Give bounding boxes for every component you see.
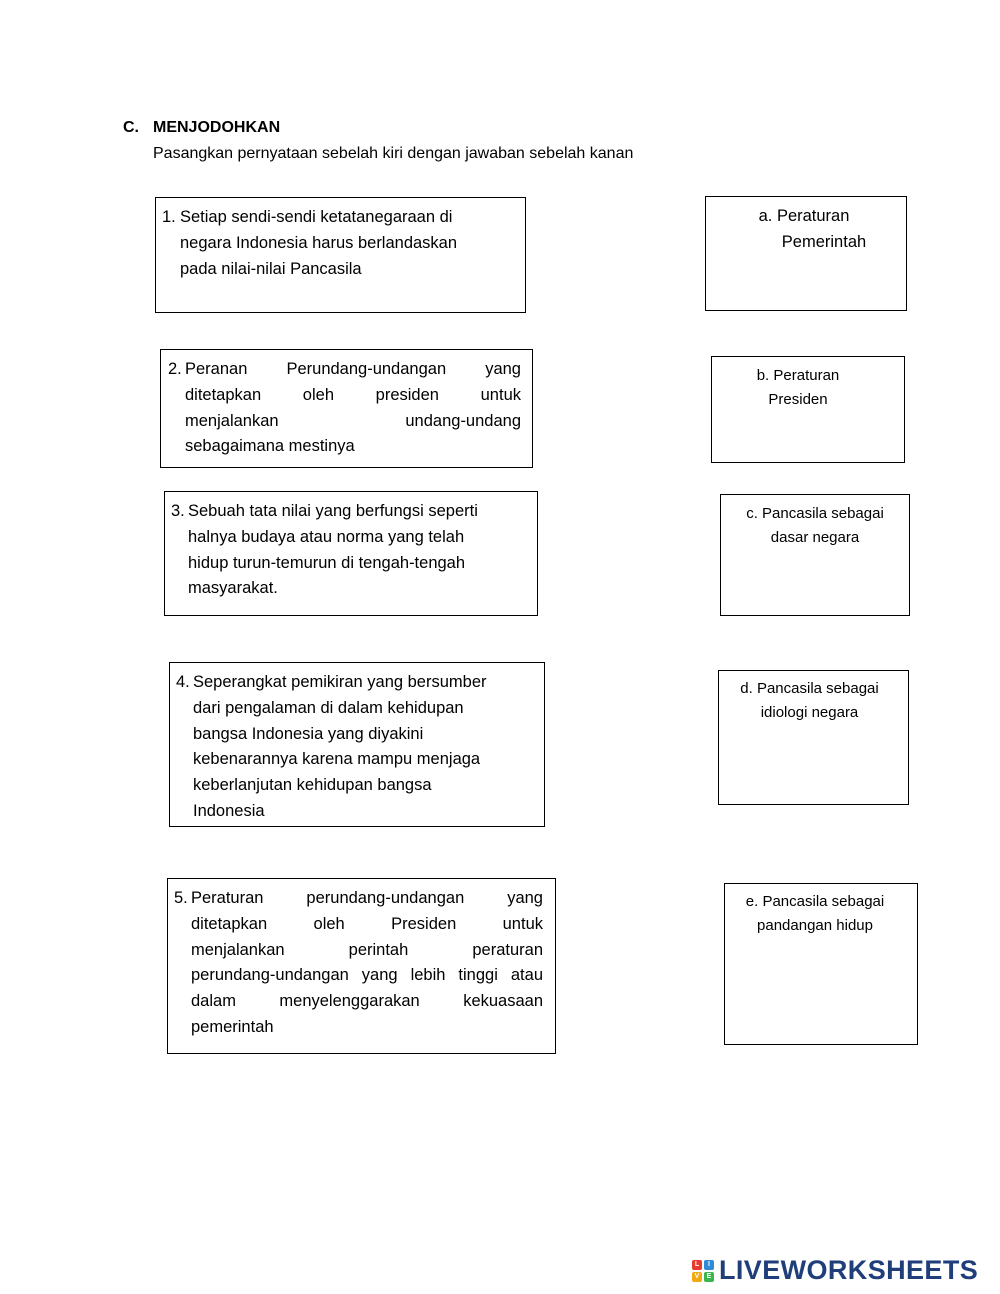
answer-line: a. Peraturan [758, 207, 850, 225]
question-number: 2. [168, 360, 182, 378]
answer-line: dasar negara [770, 529, 860, 546]
question-line: menjalankan perintah peraturan [191, 940, 543, 959]
question-line: negara Indonesia harus berlandaskan [180, 233, 458, 252]
question-line: perundang-undangan yang lebih tinggi atau [191, 966, 543, 985]
section-letter: C. [123, 119, 139, 136]
answer-line: b. Peraturan [756, 367, 840, 384]
answer-line: Presiden [768, 391, 828, 408]
question-line: hidup turun-temurun di tengah-tengah [188, 553, 466, 572]
answer-line: e. Pancasila sebagai [745, 893, 885, 910]
question-text [191, 886, 543, 1041]
question-line: keberlanjutan kehidupan bangsa [193, 776, 432, 795]
answer-text [719, 677, 908, 725]
question-box-2 [160, 349, 533, 468]
question-box-1 [155, 197, 526, 313]
answer-box-b[interactable] [711, 356, 905, 463]
question-text [185, 357, 521, 460]
question-line: sebagaimana mestinya [185, 437, 355, 456]
question-line: pada nilai-nilai Pancasila [180, 259, 362, 278]
question-text [193, 670, 538, 825]
question-box-3 [164, 491, 538, 616]
answer-text [712, 364, 904, 412]
liveworksheets-logo [692, 1255, 978, 1286]
question-text [180, 205, 510, 282]
question-box-5 [167, 878, 556, 1054]
question-line: halnya budaya atau norma yang telah [188, 527, 465, 546]
answer-line: idiologi negara [760, 704, 859, 721]
answer-line: c. Pancasila sebagai [746, 505, 884, 522]
question-text [188, 499, 533, 602]
question-number: 5. [174, 889, 188, 907]
question-line: Seperangkat pemikiran yang bersumber [193, 673, 487, 691]
question-line: Setiap sendi-sendi ketatanegaraan di [180, 208, 453, 226]
answer-line: d. Pancasila sebagai [740, 680, 879, 697]
question-line: Sebuah tata nilai yang berfungsi seperti [188, 502, 478, 520]
section-heading [123, 119, 280, 137]
question-number: 4. [176, 673, 190, 691]
logo-cell: L [692, 1260, 702, 1270]
question-line: ditetapkan oleh Presiden untuk [191, 914, 543, 933]
question-line: bangsa Indonesia yang diyakini [193, 724, 424, 743]
answer-box-a[interactable] [705, 196, 907, 311]
answer-box-d[interactable] [718, 670, 909, 805]
logo-mark-icon [692, 1260, 714, 1282]
question-line: Peraturan perundang-undangan yang [191, 889, 543, 907]
answer-box-c[interactable] [720, 494, 910, 616]
question-line: menjalankan undang-undang [185, 411, 521, 430]
answer-line: Pemerintah [781, 233, 867, 251]
section-instruction: Pasangkan pernyataan sebelah kiri dengan jawaban sebelah kanan [153, 145, 634, 162]
logo-text: LIVEWORKSHEETS [719, 1255, 979, 1285]
question-line: Indonesia [193, 801, 265, 820]
question-line: Peranan Perundang-undangan yang [185, 360, 521, 378]
question-box-4 [169, 662, 545, 827]
question-line: pemerintah [191, 1017, 274, 1036]
logo-cell: I [704, 1260, 714, 1270]
question-line: ditetapkan oleh presiden untuk [185, 385, 521, 404]
question-line: dari pengalaman di dalam kehidupan [193, 698, 464, 717]
answer-line: pandangan hidup [757, 917, 873, 934]
section-title: MENJODOHKAN [153, 119, 281, 136]
question-line: masyarakat. [188, 579, 278, 598]
question-line: kebenarannya karena mampu menjaga [193, 750, 481, 769]
logo-cell: V [692, 1272, 702, 1282]
question-number: 1. [162, 208, 176, 226]
answer-text [725, 890, 917, 938]
question-line: dalam menyelenggarakan kekuasaan [191, 992, 543, 1011]
answer-text [721, 502, 909, 550]
answer-box-e[interactable] [724, 883, 918, 1045]
answer-text [706, 203, 906, 255]
logo-cell: E [704, 1272, 714, 1282]
question-number: 3. [171, 502, 185, 520]
